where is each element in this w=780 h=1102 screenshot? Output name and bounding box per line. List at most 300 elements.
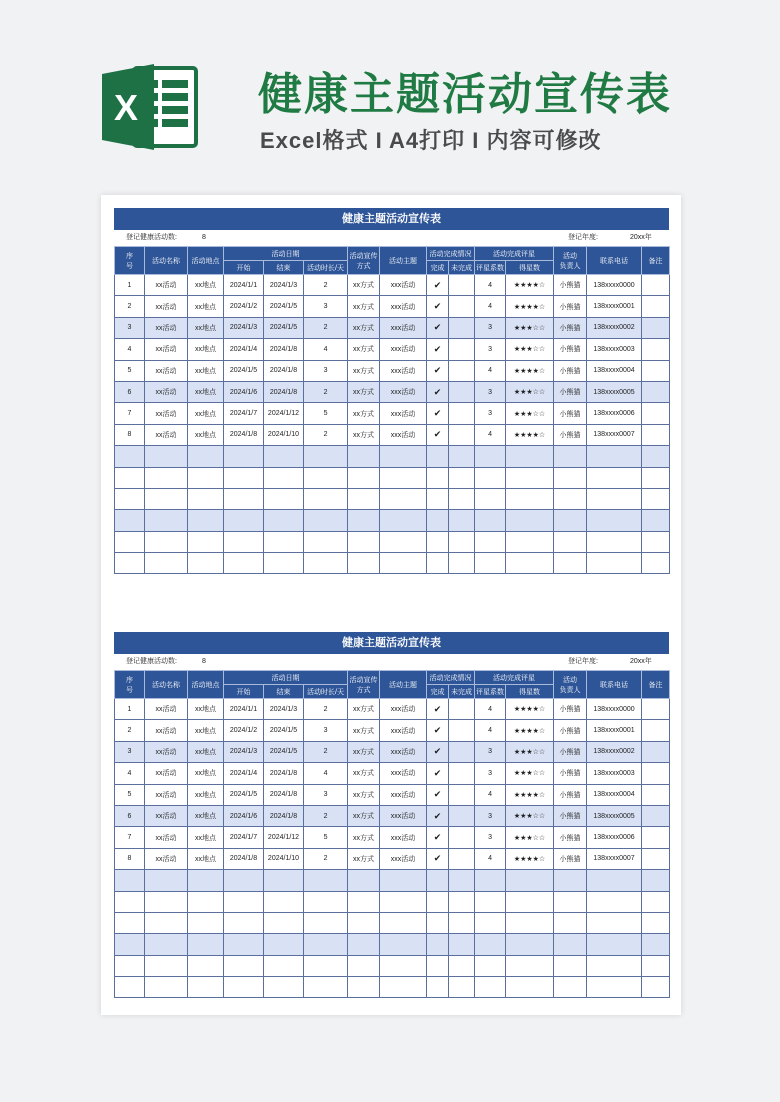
cell-coef[interactable]: 4 — [475, 699, 506, 720]
cell-remark[interactable] — [642, 488, 670, 509]
cell-undone[interactable] — [449, 424, 475, 445]
cell-done[interactable] — [427, 467, 449, 488]
cell-undone[interactable] — [449, 381, 475, 402]
cell-place[interactable] — [188, 870, 224, 891]
cell-days[interactable]: 4 — [304, 339, 348, 360]
cell-method[interactable]: xx方式 — [348, 360, 380, 381]
cell-method[interactable]: xx方式 — [348, 403, 380, 424]
cell-name[interactable]: xx活动 — [145, 848, 188, 869]
cell-days[interactable]: 5 — [304, 827, 348, 848]
cell-remark[interactable] — [642, 934, 670, 955]
cell-method[interactable]: xx方式 — [348, 827, 380, 848]
cell-end[interactable]: 2024/1/12 — [264, 827, 304, 848]
cell-owner[interactable]: 小熊猫 — [554, 403, 587, 424]
cell-remark[interactable] — [642, 360, 670, 381]
cell-stars[interactable] — [506, 891, 554, 912]
cell-method[interactable]: xx方式 — [348, 763, 380, 784]
cell-phone[interactable]: 138xxxx0003 — [587, 339, 642, 360]
cell-owner[interactable]: 小熊猫 — [554, 699, 587, 720]
cell-owner[interactable] — [554, 446, 587, 467]
cell-days[interactable]: 2 — [304, 424, 348, 445]
cell-name[interactable] — [145, 467, 188, 488]
cell-owner[interactable] — [554, 891, 587, 912]
cell-end[interactable] — [264, 510, 304, 531]
cell-owner[interactable] — [554, 934, 587, 955]
cell-owner[interactable] — [554, 467, 587, 488]
cell-days[interactable] — [304, 955, 348, 976]
cell-coef[interactable] — [475, 531, 506, 552]
cell-owner[interactable] — [554, 531, 587, 552]
cell-no[interactable] — [115, 488, 145, 509]
cell-phone[interactable]: 138xxxx0007 — [587, 424, 642, 445]
cell-start[interactable]: 2024/1/6 — [224, 805, 264, 826]
cell-name[interactable]: xx活动 — [145, 296, 188, 317]
cell-place[interactable]: xx地点 — [188, 848, 224, 869]
cell-remark[interactable] — [642, 467, 670, 488]
cell-owner[interactable]: 小熊猫 — [554, 805, 587, 826]
cell-remark[interactable] — [642, 891, 670, 912]
cell-topic[interactable] — [380, 446, 427, 467]
cell-remark[interactable] — [642, 339, 670, 360]
cell-coef[interactable] — [475, 510, 506, 531]
cell-remark[interactable] — [642, 827, 670, 848]
cell-undone[interactable] — [449, 827, 475, 848]
cell-place[interactable] — [188, 912, 224, 933]
cell-remark[interactable] — [642, 296, 670, 317]
cell-days[interactable]: 3 — [304, 296, 348, 317]
cell-place[interactable] — [188, 955, 224, 976]
cell-end[interactable]: 2024/1/3 — [264, 275, 304, 296]
cell-no[interactable]: 2 — [115, 296, 145, 317]
cell-owner[interactable]: 小熊猫 — [554, 720, 587, 741]
cell-name[interactable] — [145, 934, 188, 955]
cell-name[interactable]: xx活动 — [145, 741, 188, 762]
cell-owner[interactable]: 小熊猫 — [554, 827, 587, 848]
cell-remark[interactable] — [642, 848, 670, 869]
cell-days[interactable]: 2 — [304, 381, 348, 402]
cell-undone[interactable] — [449, 891, 475, 912]
cell-no[interactable]: 6 — [115, 381, 145, 402]
cell-done[interactable]: ✔ — [427, 317, 449, 338]
cell-undone[interactable] — [449, 870, 475, 891]
cell-no[interactable] — [115, 553, 145, 574]
cell-stars[interactable] — [506, 531, 554, 552]
cell-coef[interactable] — [475, 446, 506, 467]
cell-topic[interactable]: xxx活动 — [380, 360, 427, 381]
cell-topic[interactable]: xxx活动 — [380, 720, 427, 741]
cell-start[interactable]: 2024/1/1 — [224, 699, 264, 720]
cell-topic[interactable]: xxx活动 — [380, 699, 427, 720]
cell-undone[interactable] — [449, 317, 475, 338]
cell-place[interactable] — [188, 977, 224, 998]
cell-days[interactable] — [304, 553, 348, 574]
cell-stars[interactable] — [506, 870, 554, 891]
cell-end[interactable]: 2024/1/3 — [264, 699, 304, 720]
cell-method[interactable] — [348, 955, 380, 976]
cell-topic[interactable] — [380, 977, 427, 998]
cell-end[interactable] — [264, 488, 304, 509]
cell-owner[interactable] — [554, 955, 587, 976]
cell-days[interactable] — [304, 467, 348, 488]
cell-name[interactable] — [145, 955, 188, 976]
cell-name[interactable]: xx活动 — [145, 317, 188, 338]
cell-days[interactable] — [304, 870, 348, 891]
cell-stars[interactable]: ★★★★☆ — [506, 296, 554, 317]
cell-undone[interactable] — [449, 467, 475, 488]
cell-undone[interactable] — [449, 403, 475, 424]
cell-end[interactable]: 2024/1/5 — [264, 296, 304, 317]
cell-no[interactable]: 5 — [115, 360, 145, 381]
cell-remark[interactable] — [642, 317, 670, 338]
cell-topic[interactable] — [380, 955, 427, 976]
cell-remark[interactable] — [642, 720, 670, 741]
cell-name[interactable]: xx活动 — [145, 763, 188, 784]
cell-coef[interactable]: 4 — [475, 360, 506, 381]
cell-days[interactable] — [304, 488, 348, 509]
cell-end[interactable]: 2024/1/5 — [264, 741, 304, 762]
cell-phone[interactable]: 138xxxx0002 — [587, 741, 642, 762]
cell-phone[interactable]: 138xxxx0001 — [587, 296, 642, 317]
cell-phone[interactable] — [587, 934, 642, 955]
cell-stars[interactable]: ★★★☆☆ — [506, 741, 554, 762]
cell-name[interactable] — [145, 977, 188, 998]
cell-topic[interactable]: xxx活动 — [380, 403, 427, 424]
cell-name[interactable]: xx活动 — [145, 805, 188, 826]
cell-name[interactable] — [145, 870, 188, 891]
cell-method[interactable] — [348, 531, 380, 552]
cell-no[interactable]: 8 — [115, 848, 145, 869]
cell-undone[interactable] — [449, 934, 475, 955]
cell-done[interactable] — [427, 891, 449, 912]
cell-days[interactable] — [304, 934, 348, 955]
cell-no[interactable] — [115, 934, 145, 955]
cell-place[interactable]: xx地点 — [188, 296, 224, 317]
cell-name[interactable] — [145, 488, 188, 509]
cell-coef[interactable] — [475, 467, 506, 488]
cell-stars[interactable]: ★★★★☆ — [506, 784, 554, 805]
cell-start[interactable]: 2024/1/4 — [224, 763, 264, 784]
cell-stars[interactable] — [506, 446, 554, 467]
cell-stars[interactable]: ★★★★☆ — [506, 424, 554, 445]
cell-place[interactable] — [188, 467, 224, 488]
cell-end[interactable]: 2024/1/12 — [264, 403, 304, 424]
cell-phone[interactable]: 138xxxx0005 — [587, 805, 642, 826]
cell-topic[interactable]: xxx活动 — [380, 339, 427, 360]
cell-end[interactable] — [264, 977, 304, 998]
cell-start[interactable] — [224, 912, 264, 933]
cell-undone[interactable] — [449, 720, 475, 741]
cell-remark[interactable] — [642, 424, 670, 445]
cell-days[interactable]: 2 — [304, 848, 348, 869]
cell-method[interactable] — [348, 467, 380, 488]
cell-days[interactable]: 2 — [304, 805, 348, 826]
cell-stars[interactable] — [506, 977, 554, 998]
cell-stars[interactable] — [506, 510, 554, 531]
cell-name[interactable]: xx活动 — [145, 699, 188, 720]
cell-phone[interactable]: 138xxxx0007 — [587, 848, 642, 869]
cell-start[interactable]: 2024/1/4 — [224, 339, 264, 360]
cell-method[interactable] — [348, 934, 380, 955]
cell-days[interactable] — [304, 446, 348, 467]
cell-name[interactable] — [145, 553, 188, 574]
cell-stars[interactable]: ★★★☆☆ — [506, 403, 554, 424]
cell-name[interactable]: xx活动 — [145, 339, 188, 360]
cell-start[interactable]: 2024/1/5 — [224, 360, 264, 381]
cell-place[interactable]: xx地点 — [188, 381, 224, 402]
cell-days[interactable]: 2 — [304, 699, 348, 720]
cell-name[interactable] — [145, 510, 188, 531]
cell-owner[interactable] — [554, 870, 587, 891]
cell-no[interactable] — [115, 531, 145, 552]
cell-topic[interactable] — [380, 531, 427, 552]
cell-place[interactable]: xx地点 — [188, 360, 224, 381]
cell-done[interactable]: ✔ — [427, 741, 449, 762]
cell-no[interactable] — [115, 510, 145, 531]
cell-phone[interactable]: 138xxxx0005 — [587, 381, 642, 402]
cell-stars[interactable]: ★★★★☆ — [506, 275, 554, 296]
cell-done[interactable] — [427, 912, 449, 933]
cell-owner[interactable]: 小熊猫 — [554, 424, 587, 445]
cell-place[interactable]: xx地点 — [188, 275, 224, 296]
cell-phone[interactable] — [587, 467, 642, 488]
cell-start[interactable]: 2024/1/1 — [224, 275, 264, 296]
cell-start[interactable]: 2024/1/8 — [224, 424, 264, 445]
cell-name[interactable] — [145, 531, 188, 552]
cell-coef[interactable]: 4 — [475, 424, 506, 445]
cell-undone[interactable] — [449, 977, 475, 998]
cell-end[interactable] — [264, 870, 304, 891]
cell-name[interactable]: xx活动 — [145, 275, 188, 296]
cell-method[interactable] — [348, 870, 380, 891]
cell-phone[interactable]: 138xxxx0006 — [587, 827, 642, 848]
cell-no[interactable]: 4 — [115, 763, 145, 784]
cell-remark[interactable] — [642, 275, 670, 296]
cell-remark[interactable] — [642, 531, 670, 552]
cell-start[interactable]: 2024/1/3 — [224, 317, 264, 338]
cell-owner[interactable] — [554, 510, 587, 531]
cell-no[interactable]: 6 — [115, 805, 145, 826]
cell-end[interactable]: 2024/1/5 — [264, 720, 304, 741]
cell-undone[interactable] — [449, 296, 475, 317]
cell-undone[interactable] — [449, 699, 475, 720]
cell-days[interactable]: 2 — [304, 317, 348, 338]
cell-stars[interactable] — [506, 912, 554, 933]
cell-days[interactable]: 4 — [304, 763, 348, 784]
cell-stars[interactable] — [506, 955, 554, 976]
cell-topic[interactable]: xxx活动 — [380, 296, 427, 317]
cell-method[interactable] — [348, 510, 380, 531]
cell-topic[interactable]: xxx活动 — [380, 827, 427, 848]
cell-owner[interactable]: 小熊猫 — [554, 339, 587, 360]
cell-method[interactable]: xx方式 — [348, 805, 380, 826]
cell-coef[interactable]: 3 — [475, 805, 506, 826]
cell-coef[interactable] — [475, 955, 506, 976]
cell-place[interactable]: xx地点 — [188, 827, 224, 848]
cell-done[interactable]: ✔ — [427, 339, 449, 360]
cell-phone[interactable] — [587, 955, 642, 976]
cell-coef[interactable]: 3 — [475, 827, 506, 848]
cell-owner[interactable] — [554, 977, 587, 998]
cell-days[interactable]: 2 — [304, 275, 348, 296]
cell-method[interactable]: xx方式 — [348, 339, 380, 360]
cell-no[interactable]: 1 — [115, 275, 145, 296]
cell-coef[interactable]: 4 — [475, 848, 506, 869]
cell-stars[interactable]: ★★★★☆ — [506, 848, 554, 869]
cell-remark[interactable] — [642, 805, 670, 826]
cell-coef[interactable] — [475, 934, 506, 955]
cell-topic[interactable]: xxx活动 — [380, 424, 427, 445]
cell-remark[interactable] — [642, 699, 670, 720]
cell-phone[interactable] — [587, 912, 642, 933]
cell-done[interactable] — [427, 870, 449, 891]
cell-done[interactable]: ✔ — [427, 296, 449, 317]
cell-owner[interactable] — [554, 488, 587, 509]
cell-coef[interactable]: 3 — [475, 381, 506, 402]
cell-days[interactable]: 3 — [304, 360, 348, 381]
cell-done[interactable] — [427, 531, 449, 552]
cell-phone[interactable]: 138xxxx0003 — [587, 763, 642, 784]
cell-phone[interactable]: 138xxxx0006 — [587, 403, 642, 424]
cell-no[interactable]: 3 — [115, 741, 145, 762]
cell-end[interactable] — [264, 467, 304, 488]
cell-remark[interactable] — [642, 510, 670, 531]
cell-done[interactable]: ✔ — [427, 827, 449, 848]
cell-no[interactable]: 7 — [115, 403, 145, 424]
cell-method[interactable]: xx方式 — [348, 848, 380, 869]
cell-topic[interactable]: xxx活动 — [380, 275, 427, 296]
cell-stars[interactable]: ★★★☆☆ — [506, 805, 554, 826]
cell-end[interactable]: 2024/1/8 — [264, 360, 304, 381]
cell-done[interactable] — [427, 553, 449, 574]
cell-method[interactable]: xx方式 — [348, 381, 380, 402]
cell-method[interactable] — [348, 891, 380, 912]
cell-end[interactable]: 2024/1/5 — [264, 317, 304, 338]
cell-remark[interactable] — [642, 381, 670, 402]
cell-phone[interactable]: 138xxxx0002 — [587, 317, 642, 338]
cell-end[interactable]: 2024/1/10 — [264, 848, 304, 869]
cell-phone[interactable] — [587, 531, 642, 552]
cell-no[interactable] — [115, 870, 145, 891]
cell-owner[interactable]: 小熊猫 — [554, 381, 587, 402]
cell-method[interactable]: xx方式 — [348, 317, 380, 338]
cell-start[interactable] — [224, 553, 264, 574]
cell-coef[interactable]: 4 — [475, 296, 506, 317]
cell-stars[interactable] — [506, 934, 554, 955]
cell-no[interactable] — [115, 955, 145, 976]
cell-end[interactable]: 2024/1/8 — [264, 339, 304, 360]
cell-place[interactable]: xx地点 — [188, 784, 224, 805]
cell-owner[interactable]: 小熊猫 — [554, 763, 587, 784]
cell-phone[interactable] — [587, 488, 642, 509]
cell-remark[interactable] — [642, 955, 670, 976]
cell-done[interactable]: ✔ — [427, 381, 449, 402]
cell-method[interactable]: xx方式 — [348, 424, 380, 445]
cell-done[interactable] — [427, 446, 449, 467]
cell-method[interactable] — [348, 553, 380, 574]
cell-place[interactable]: xx地点 — [188, 805, 224, 826]
cell-done[interactable]: ✔ — [427, 763, 449, 784]
cell-owner[interactable] — [554, 553, 587, 574]
cell-method[interactable] — [348, 912, 380, 933]
cell-no[interactable]: 7 — [115, 827, 145, 848]
cell-no[interactable]: 3 — [115, 317, 145, 338]
cell-topic[interactable] — [380, 553, 427, 574]
cell-undone[interactable] — [449, 488, 475, 509]
cell-topic[interactable] — [380, 510, 427, 531]
cell-phone[interactable] — [587, 891, 642, 912]
cell-phone[interactable]: 138xxxx0000 — [587, 275, 642, 296]
cell-coef[interactable] — [475, 870, 506, 891]
cell-start[interactable] — [224, 467, 264, 488]
cell-start[interactable] — [224, 934, 264, 955]
cell-coef[interactable]: 4 — [475, 784, 506, 805]
cell-place[interactable]: xx地点 — [188, 403, 224, 424]
cell-start[interactable] — [224, 977, 264, 998]
cell-start[interactable] — [224, 446, 264, 467]
cell-done[interactable]: ✔ — [427, 275, 449, 296]
cell-name[interactable]: xx活动 — [145, 827, 188, 848]
cell-undone[interactable] — [449, 339, 475, 360]
cell-topic[interactable] — [380, 870, 427, 891]
cell-no[interactable]: 2 — [115, 720, 145, 741]
cell-place[interactable] — [188, 510, 224, 531]
cell-coef[interactable]: 3 — [475, 763, 506, 784]
cell-owner[interactable]: 小熊猫 — [554, 360, 587, 381]
cell-name[interactable]: xx活动 — [145, 784, 188, 805]
cell-undone[interactable] — [449, 446, 475, 467]
cell-owner[interactable]: 小熊猫 — [554, 275, 587, 296]
cell-undone[interactable] — [449, 805, 475, 826]
cell-place[interactable]: xx地点 — [188, 424, 224, 445]
cell-phone[interactable]: 138xxxx0001 — [587, 720, 642, 741]
cell-owner[interactable]: 小熊猫 — [554, 784, 587, 805]
cell-end[interactable]: 2024/1/8 — [264, 784, 304, 805]
cell-coef[interactable]: 3 — [475, 403, 506, 424]
cell-phone[interactable]: 138xxxx0000 — [587, 699, 642, 720]
cell-stars[interactable]: ★★★☆☆ — [506, 827, 554, 848]
cell-topic[interactable] — [380, 488, 427, 509]
cell-name[interactable]: xx活动 — [145, 360, 188, 381]
cell-end[interactable] — [264, 891, 304, 912]
cell-start[interactable] — [224, 870, 264, 891]
cell-coef[interactable]: 3 — [475, 317, 506, 338]
cell-coef[interactable]: 3 — [475, 339, 506, 360]
cell-phone[interactable]: 138xxxx0004 — [587, 784, 642, 805]
cell-remark[interactable] — [642, 553, 670, 574]
cell-topic[interactable]: xxx活动 — [380, 784, 427, 805]
cell-done[interactable]: ✔ — [427, 360, 449, 381]
cell-coef[interactable] — [475, 977, 506, 998]
cell-method[interactable]: xx方式 — [348, 699, 380, 720]
cell-no[interactable] — [115, 446, 145, 467]
cell-place[interactable]: xx地点 — [188, 339, 224, 360]
cell-stars[interactable]: ★★★★☆ — [506, 720, 554, 741]
cell-remark[interactable] — [642, 977, 670, 998]
cell-place[interactable] — [188, 446, 224, 467]
cell-undone[interactable] — [449, 510, 475, 531]
cell-start[interactable] — [224, 955, 264, 976]
cell-no[interactable] — [115, 977, 145, 998]
cell-end[interactable] — [264, 531, 304, 552]
cell-phone[interactable] — [587, 553, 642, 574]
cell-place[interactable] — [188, 891, 224, 912]
cell-start[interactable]: 2024/1/6 — [224, 381, 264, 402]
cell-topic[interactable] — [380, 912, 427, 933]
cell-name[interactable]: xx活动 — [145, 720, 188, 741]
cell-days[interactable] — [304, 891, 348, 912]
cell-days[interactable] — [304, 912, 348, 933]
cell-days[interactable]: 5 — [304, 403, 348, 424]
